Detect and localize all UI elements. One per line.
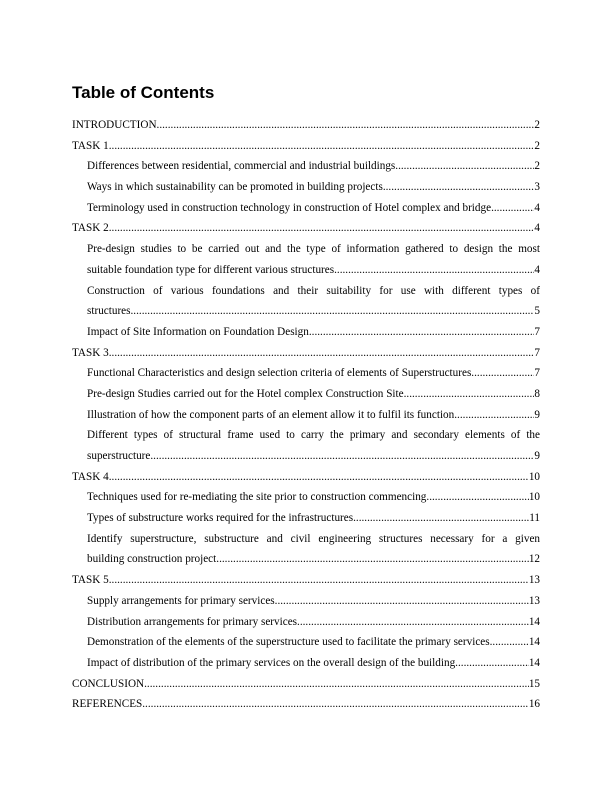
dot-leader (297, 612, 529, 633)
dot-leader (471, 363, 534, 384)
toc-entry-page-number: 12 (528, 553, 540, 566)
toc-entry-wrapped[interactable] (72, 239, 540, 280)
toc-entry[interactable] (72, 467, 540, 488)
toc-entry-label: Impact of Site Information on Foundation Design (87, 325, 309, 338)
toc-entry[interactable] (72, 156, 540, 177)
toc-entry-label: TASK 1 (72, 139, 109, 152)
toc-entry[interactable] (72, 363, 540, 384)
dot-leader (216, 549, 529, 570)
toc-entry-label: Differences between residential, commercial and industrial buildings (87, 160, 396, 173)
toc-entry-label: superstructure (87, 450, 151, 462)
dot-leader (157, 115, 535, 136)
toc-entry-label: Techniques used for re-mediating the site prior to construction commencing (87, 491, 427, 504)
toc-entry[interactable] (72, 136, 540, 157)
toc-entry-label-line: Different types of structural frame used to carry the primary and secondary elements of the (87, 429, 540, 442)
toc-entry-page-number: 9 (534, 450, 540, 462)
toc-entry-wrapped[interactable] (72, 529, 540, 570)
toc-entry-page-number: 2 (534, 160, 540, 173)
dot-leader (491, 198, 534, 219)
dot-leader (109, 570, 529, 591)
toc-entry[interactable] (72, 487, 540, 508)
dot-leader (490, 632, 529, 653)
dot-leader (131, 301, 535, 322)
dot-leader (404, 384, 535, 405)
dot-leader (142, 694, 529, 715)
dot-leader (383, 177, 535, 198)
toc-entry[interactable] (72, 612, 540, 633)
toc-entry[interactable] (72, 508, 540, 529)
toc-entry[interactable] (72, 322, 540, 343)
toc-entry-wrapped[interactable] (72, 281, 540, 322)
dot-leader (334, 260, 534, 281)
dot-leader (109, 218, 535, 239)
toc-entry-page-number: 14 (528, 615, 540, 628)
toc-entry-page-number: 2 (534, 139, 540, 152)
toc-entry-label: Illustration of how the component parts of an element allow it to fulfil its function (87, 408, 455, 421)
toc-entry-label: TASK 4 (72, 470, 109, 483)
toc-entry-wrapped[interactable] (72, 425, 540, 466)
toc-entry[interactable] (72, 674, 540, 695)
toc-entry-label: Demonstration of the elements of the superstructure used to facilitate the primary services (87, 636, 490, 649)
dot-leader (455, 653, 529, 674)
toc-entry-label-line: Construction of various foundations and their suitability for use with different types of (87, 284, 540, 297)
toc-entry-label: Functional Characteristics and design selection criteria of elements of Superstructures (87, 367, 472, 380)
toc-entry-page-number: 3 (534, 181, 540, 194)
toc-entry-label: Impact of distribution of the primary services on the overall design of the building (87, 656, 456, 669)
toc-entry-label-line: Identify superstructure, substructure and civil engineering structures necessary for a given (87, 532, 540, 545)
toc-entry-label: building construction project (87, 553, 217, 566)
toc-entry[interactable] (72, 632, 540, 653)
toc-entry-page-number: 14 (528, 636, 540, 649)
toc-entry-page-number: 7 (534, 367, 540, 380)
toc-entry-page-number: 4 (534, 263, 540, 276)
toc-entry-page-number: 13 (528, 594, 540, 607)
toc-entry-label: Terminology used in construction technology in construction of Hotel complex and bridge (87, 201, 492, 214)
dot-leader (395, 156, 534, 177)
toc-entry[interactable] (72, 218, 540, 239)
toc-entry-label: TASK 3 (72, 346, 109, 359)
toc-entry-label: CONCLUSION (72, 677, 145, 690)
toc-entry-page-number: 7 (534, 346, 540, 359)
toc-entry-label: TASK 2 (72, 222, 109, 235)
toc-entry[interactable] (72, 570, 540, 591)
toc-entry[interactable] (72, 653, 540, 674)
toc-entry[interactable] (72, 177, 540, 198)
toc-entry-page-number: 10 (528, 491, 540, 504)
toc-entry[interactable] (87, 301, 540, 322)
toc-entry[interactable] (87, 446, 540, 467)
toc-entry-page-number: 14 (528, 656, 540, 669)
toc-entry[interactable] (87, 549, 540, 570)
toc-entry-page-number: 2 (534, 119, 540, 131)
toc-entry[interactable] (72, 384, 540, 405)
toc-entry-page-number: 5 (534, 305, 540, 318)
toc-entry-page-number: 15 (528, 677, 540, 690)
toc-entry-page-number: 8 (534, 387, 540, 400)
toc-entry[interactable] (72, 115, 540, 136)
toc-entry-page-number: 13 (528, 574, 540, 587)
toc-entry[interactable] (72, 405, 540, 426)
toc-entry-page-number: 4 (534, 222, 540, 235)
toc-entry-label: Pre-design Studies carried out for the Hotel complex Construction Site (87, 387, 404, 400)
toc-entry-page-number: 11 (529, 512, 540, 525)
toc-entry-label: TASK 5 (72, 574, 109, 587)
dot-leader (454, 405, 534, 426)
dot-leader (426, 487, 528, 508)
toc-entry-label: suitable foundation type for different various structures (87, 263, 335, 276)
dot-leader (353, 508, 529, 529)
toc-entry-page-number: 7 (534, 325, 540, 338)
dot-leader (150, 446, 534, 467)
toc-entry-page-number: 16 (528, 698, 540, 711)
toc-entry[interactable] (72, 343, 540, 364)
toc-entry-label: REFERENCES (72, 698, 143, 711)
toc-entry[interactable] (72, 198, 540, 219)
toc-entry-label: Distribution arrangements for primary services (87, 615, 298, 628)
dot-leader (109, 343, 535, 364)
toc-entry[interactable] (72, 694, 540, 715)
toc-entry-label: Supply arrangements for primary services (87, 594, 275, 607)
toc-entry-label: Types of substructure works required for the infrastructures (87, 512, 354, 525)
dot-leader (309, 322, 535, 343)
dot-leader (109, 136, 535, 157)
dot-leader (109, 467, 529, 488)
toc-entry-page-number: 9 (534, 408, 540, 421)
toc-entry-page-number: 10 (528, 470, 540, 483)
toc-entry[interactable] (87, 260, 540, 281)
toc-entry-label-line: Pre-design studies to be carried out and the type of information gathered to design the most (87, 243, 540, 256)
toc-entry[interactable] (72, 591, 540, 612)
toc-entry-label: Ways in which sustainability can be promoted in building projects (87, 181, 383, 194)
dot-leader (144, 674, 529, 695)
toc-title: Table of Contents (72, 83, 215, 102)
toc-entry-label: structures (87, 305, 131, 318)
toc-entry-page-number: 4 (534, 201, 540, 214)
toc-entry-label: INTRODUCTION (72, 119, 157, 131)
dot-leader (275, 591, 529, 612)
table-of-contents (72, 115, 540, 715)
